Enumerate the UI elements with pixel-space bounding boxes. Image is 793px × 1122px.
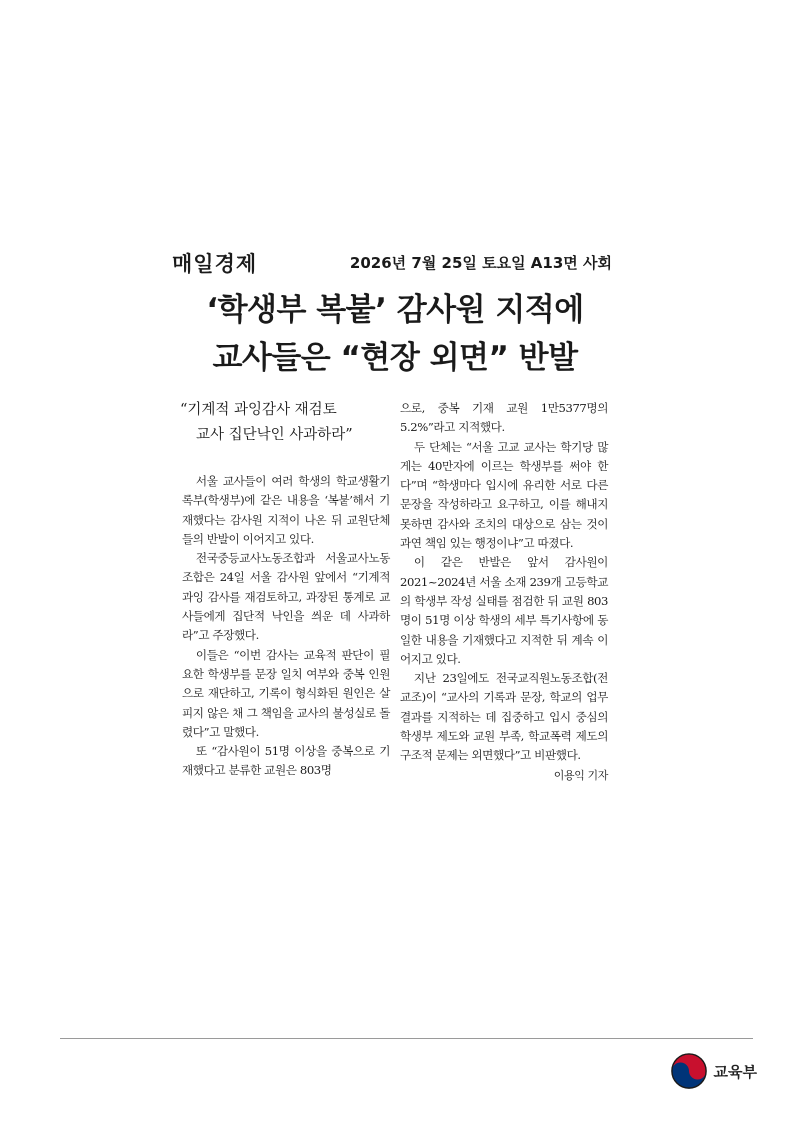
ministry-name: 교육부 [713, 1062, 757, 1081]
taegeuk-icon [670, 1052, 708, 1090]
paragraph: 두 단체는 “서울 고교 교사는 학기당 많게는 40만자에 이르는 학생부를 써야 한다”며 “학생마다 입시에 유리한 서로 다른 문장을 작성하라고 요구하고, 이를 해내지 못하면 감사와 조치의 대상으로 삼는 것이 과연 책임 있는 행정이냐”고 따졌다. [400, 439, 608, 551]
publication-dateline: 2026년 7월 25일 토요일 A13면 사회 [349, 254, 612, 272]
headline-line-2: 교사들은 “현장 외면” 반발 [212, 340, 578, 376]
article-column-left [182, 472, 390, 781]
headline [140, 286, 650, 382]
newspaper-masthead: 매일경제 [172, 252, 258, 276]
paragraph: 으로, 중복 기재 교원 1만5377명의 5.2%”라고 지적했다. [400, 401, 608, 435]
article-header [172, 248, 612, 280]
ministry-logo [670, 1052, 757, 1090]
paragraph: 이 같은 반발은 앞서 감사원이 2021~2024년 서울 소재 239개 고등학교의 학생부 작성 실태를 점검한 뒤 교원 803명이 51명 이상 학생의 세부 특기사항에 동일한 내용을 기재했다고 지적한 뒤 계속 이어지고 있다. [400, 555, 608, 666]
footer-divider [60, 1038, 753, 1039]
byline: 이용익 기자 [553, 768, 608, 782]
article-column-right [400, 399, 608, 785]
paragraph: 서울 교사들이 여러 학생의 학교생활기록부(학생부)에 같은 내용을 ‘복붙’해서 기재했다는 감사원 지적이 나온 뒤 교원단체들의 반발이 이어지고 있다. [182, 474, 390, 546]
headline-line-1: ‘학생부 복붙’ 감사원 지적에 [206, 292, 584, 328]
paragraph: 또 “감사원이 51명 이상을 중복으로 기재했다고 분류한 교원은 803명 [182, 744, 390, 778]
subheadline [180, 398, 380, 448]
subheadline-line-1: “기계적 과잉감사 재검토 [180, 402, 337, 418]
paragraph: 전국중등교사노동조합과 서울교사노동조합은 24일 서울 감사원 앞에서 “기계적 과잉 감사를 재검토하고, 과장된 통계로 교사들에게 집단적 낙인을 씌운 데 사과하라”고 주장했다. [182, 551, 390, 643]
paragraph: 지난 23일에도 전국교직원노동조합(전교조)이 “교사의 기록과 문장, 학교의 업무 결과를 지적하는 데 집중하고 입시 중심의 학생부 제도와 교원 부족, 학교폭력 제도의 구조적 문제는 외면했다”고 비판했다. [400, 671, 608, 763]
paragraph: 이들은 “이번 감사는 교육적 판단이 필요한 학생부를 문장 일치 여부와 중복 인원으로 재단하고, 기록이 형식화된 원인은 살피지 않은 채 그 책임을 교사의 불성실로 돌렸다”고 말했다. [182, 647, 390, 739]
subheadline-line-2: 교사 집단낙인 사과하라” [196, 427, 353, 443]
